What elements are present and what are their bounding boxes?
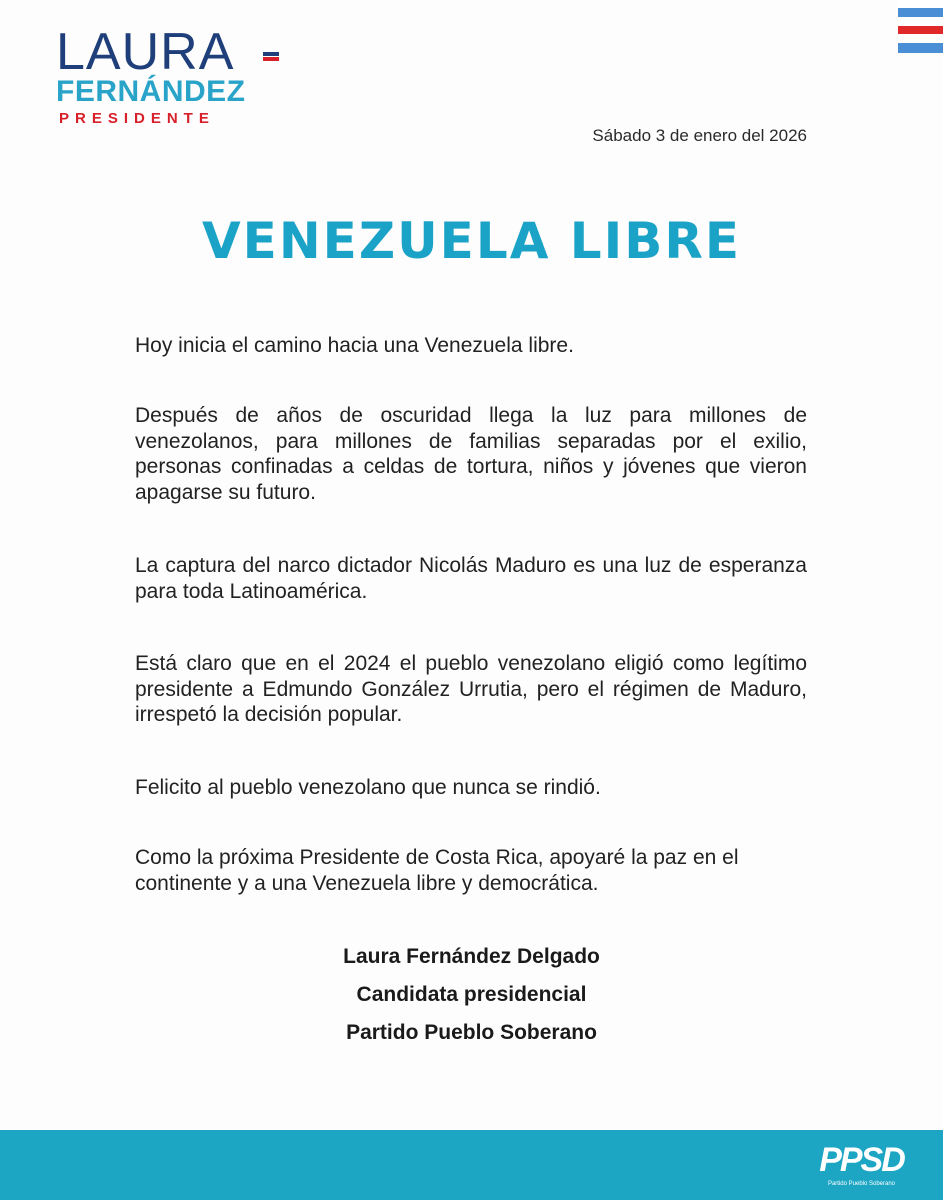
document-date: Sábado 3 de enero del 2026	[592, 126, 807, 145]
paragraph: Como la próxima Presidente de Costa Rica, apoyaré la paz en el continente y a una Venezuela libre y democrática.	[135, 846, 739, 895]
document-title: VENEZUELA LIBRE	[201, 212, 742, 270]
paragraph: Después de años de oscuridad llega la luz para millones de venezolanos, para millones de familias separadas por el exilio, personas confinadas a celdas de tortura, niños y jóvenes que vieron apagarse su futuro.	[135, 404, 807, 504]
party-logo	[814, 1140, 909, 1192]
signer-role: Candidata presidencial	[356, 983, 587, 1006]
paragraph: La captura del narco dictador Nicolás Maduro es una luz de esperanza para toda Latinoamérica.	[135, 554, 807, 603]
signer-name: Laura Fernández Delgado	[343, 945, 600, 968]
paragraph: Felicito al pueblo venezolano que nunca se rindió.	[135, 776, 601, 799]
costa-rica-flag-icon	[898, 0, 943, 56]
signer-party: Partido Pueblo Soberano	[346, 1021, 597, 1044]
party-logo-subtitle: Partido Pueblo Soberano	[827, 1181, 896, 1187]
logo-line-fernandez: FERNÁNDEZ	[56, 75, 246, 108]
paragraph: Hoy inicia el camino hacia una Venezuela libre.	[135, 334, 574, 357]
flag-mark-icon	[263, 52, 279, 66]
logo-line-laura: LAURA	[56, 23, 235, 81]
campaign-logo	[56, 22, 286, 127]
signature-block	[0, 938, 943, 1052]
footer-band	[0, 1130, 943, 1200]
party-logo-mark: PPSD	[819, 1141, 904, 1179]
paragraph: Está claro que en el 2024 el pueblo venezolano eligió como legítimo presidente a Edmundo González Urrutia, pero el régimen de Maduro, irrespetó la decisión popular.	[135, 652, 807, 726]
logo-line-presidente: PRESIDENTE	[59, 110, 215, 127]
